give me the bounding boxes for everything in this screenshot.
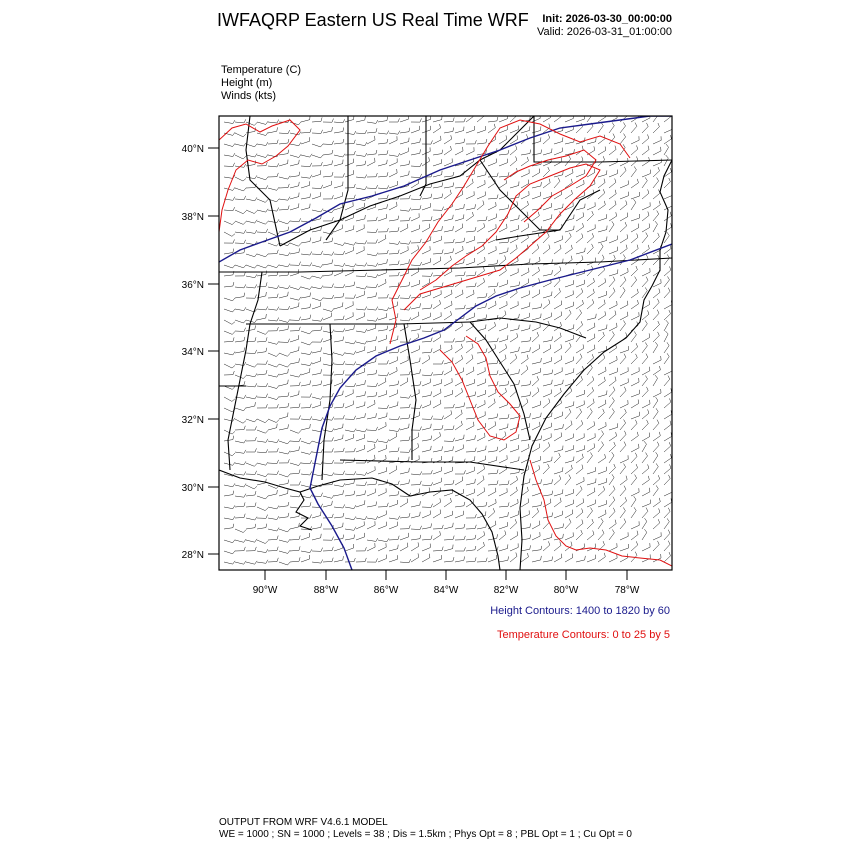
lon-label: 80°W: [553, 585, 579, 596]
lon-ticks: [265, 570, 627, 580]
fl-border: [340, 460, 524, 470]
temperature-var-label: Temperature (C): [221, 64, 302, 76]
ms-al-border: [322, 324, 332, 480]
lat-label: 34°N: [181, 347, 204, 358]
in-oh-border: [420, 116, 426, 196]
temperature-contours: [219, 120, 672, 566]
lon-label: 78°W: [614, 585, 640, 596]
plot-frame: [219, 116, 672, 570]
atlantic-coastline: [520, 160, 672, 570]
temperature-contour-line: [530, 460, 672, 566]
winds-var-label: Winds (kts): [221, 90, 276, 102]
lat-label: 28°N: [181, 550, 204, 561]
model-info-line1: OUTPUT FROM WRF V4.6.1 MODEL: [219, 817, 388, 828]
init-time: Init: 2026-03-30_00:00:00: [542, 13, 672, 25]
temperature-contour-line: [219, 120, 300, 232]
il-border: [246, 116, 280, 246]
lat-label: 38°N: [181, 212, 204, 223]
lat-label: 32°N: [181, 415, 204, 426]
lat-labels: [182, 144, 204, 561]
lon-label: 84°W: [433, 585, 459, 596]
lat-label: 40°N: [181, 144, 204, 155]
va-border: [496, 230, 560, 240]
lat-label: 36°N: [181, 280, 204, 291]
height-var-label: Height (m): [221, 77, 273, 89]
state-boundaries: [219, 116, 672, 570]
height-contour-legend: Height Contours: 1400 to 1820 by 60: [490, 605, 670, 617]
lon-label: 82°W: [493, 585, 519, 596]
valid-time: Valid: 2026-03-31_01:00:00: [537, 26, 672, 38]
lon-labels: [253, 585, 640, 596]
lat-label: 30°N: [181, 483, 204, 494]
height-contours: [219, 116, 672, 570]
sc-border: [470, 318, 586, 338]
temperature-contour-legend: Temperature Contours: 0 to 25 by 5: [496, 629, 670, 641]
nc-va-border: [530, 258, 672, 264]
lon-label: 88°W: [313, 585, 339, 596]
lat-ticks: [208, 148, 219, 554]
ms-river-border: [228, 272, 262, 470]
tn-south-border: [246, 322, 470, 324]
map-title: IWFAQRP Eastern US Real Time WRF: [217, 10, 529, 30]
ga-sc-border: [470, 322, 530, 440]
model-info-line2: WE = 1000 ; SN = 1000 ; Levels = 38 ; Dis = 1.5km ; Phys Opt = 8 ; PBL Opt = 1 ; Cu Opt = 0: [219, 829, 632, 840]
lon-label: 86°W: [373, 585, 399, 596]
lon-label: 90°W: [252, 585, 278, 596]
